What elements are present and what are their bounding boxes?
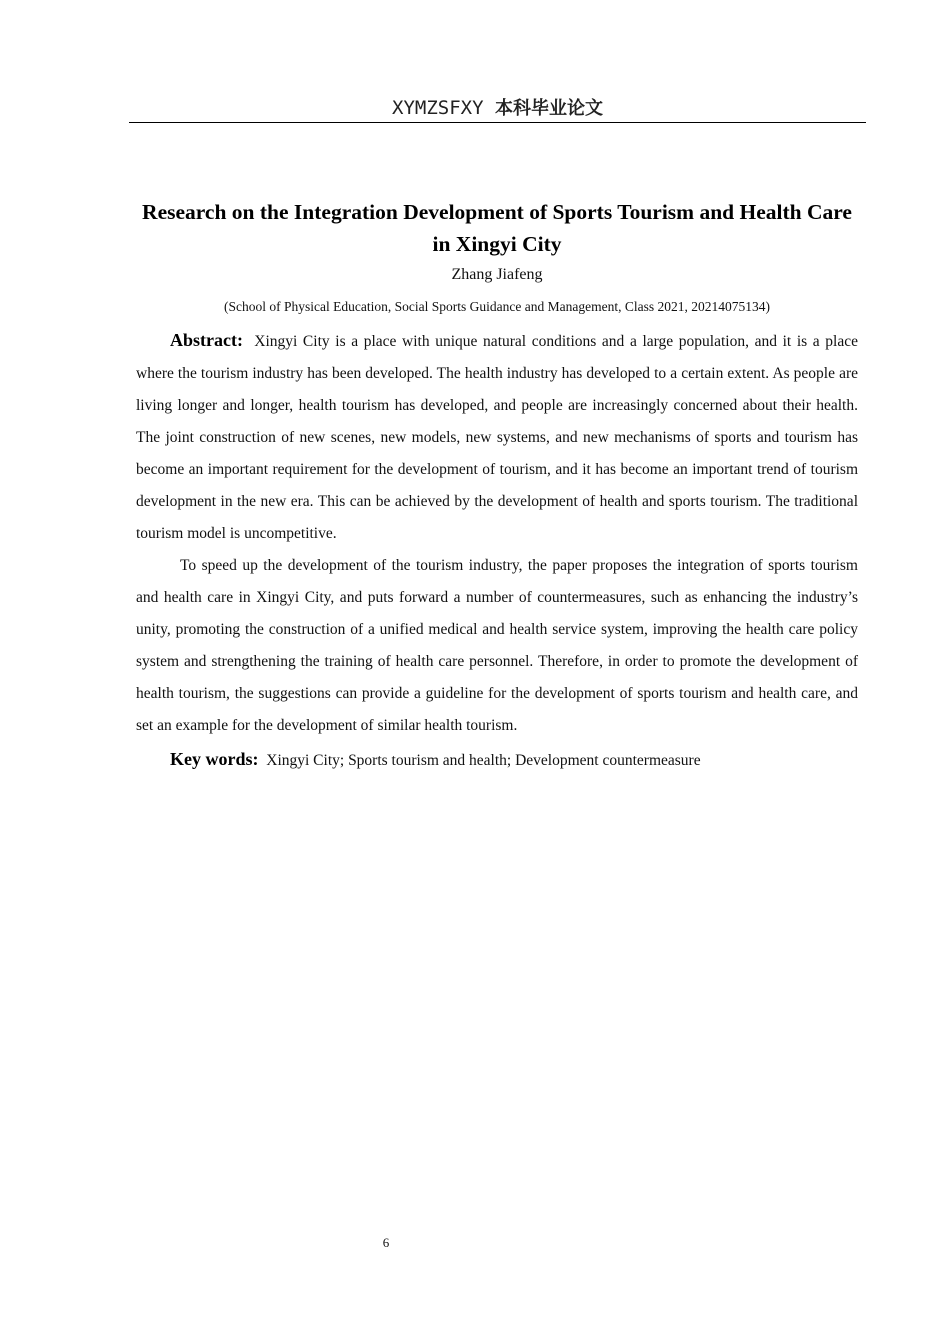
keywords-line: [136, 742, 858, 778]
abstract-section: [136, 324, 858, 778]
header-chinese: 本科毕业论文: [494, 98, 603, 119]
header-latin: XYMZSFXY: [392, 97, 484, 119]
paper-title: Research on the Integration Development of Sports Tourism and Health Care in Xingyi City: [142, 200, 852, 256]
keywords-text: Xingyi City; Sports tourism and health; Development countermeasure: [266, 752, 701, 769]
author-name: Zhang Jiafeng: [451, 266, 543, 283]
keywords-label: Key words:: [170, 749, 259, 769]
author-affiliation: (School of Physical Education, Social Sports Guidance and Management, Class 2021, 20214075134): [224, 299, 770, 314]
abstract-paragraph-1-text: Xingyi City is a place with unique natural conditions and a large population, and it is a place where the tourism industry has been developed. The health industry has developed to a certain extent. As people are living longer and longer, health tourism has developed, and people are increasingly concerned about their health. The joint construction of new scenes, new models, new systems, and new mechanisms of sports and tourism has become an important requirement for the development of tourism, and it has become an important trend of tourism development in the new era. This can be achieved by the development of health and sports tourism. The traditional tourism model is uncompetitive.: [136, 333, 858, 542]
page-number: 6: [382, 1235, 390, 1250]
abstract-label: Abstract:: [170, 330, 243, 350]
page-header: [129, 94, 866, 123]
header-text: [392, 97, 603, 119]
abstract-paragraph-1: [136, 324, 858, 550]
abstract-paragraph-2: To speed up the development of the tourism industry, the paper proposes the integration of sports tourism and health care in Xingyi City, and puts forward a number of countermeasures, such as enhancing the industry’s unity, promoting the construction of a unified medical and health service system, improving the health care policy system and strengthening the training of health care personnel. Therefore, in order to promote the development of health tourism, the suggestions can provide a guideline for the development of sports tourism and health care, and set an example for the development of similar health tourism.: [136, 557, 858, 734]
